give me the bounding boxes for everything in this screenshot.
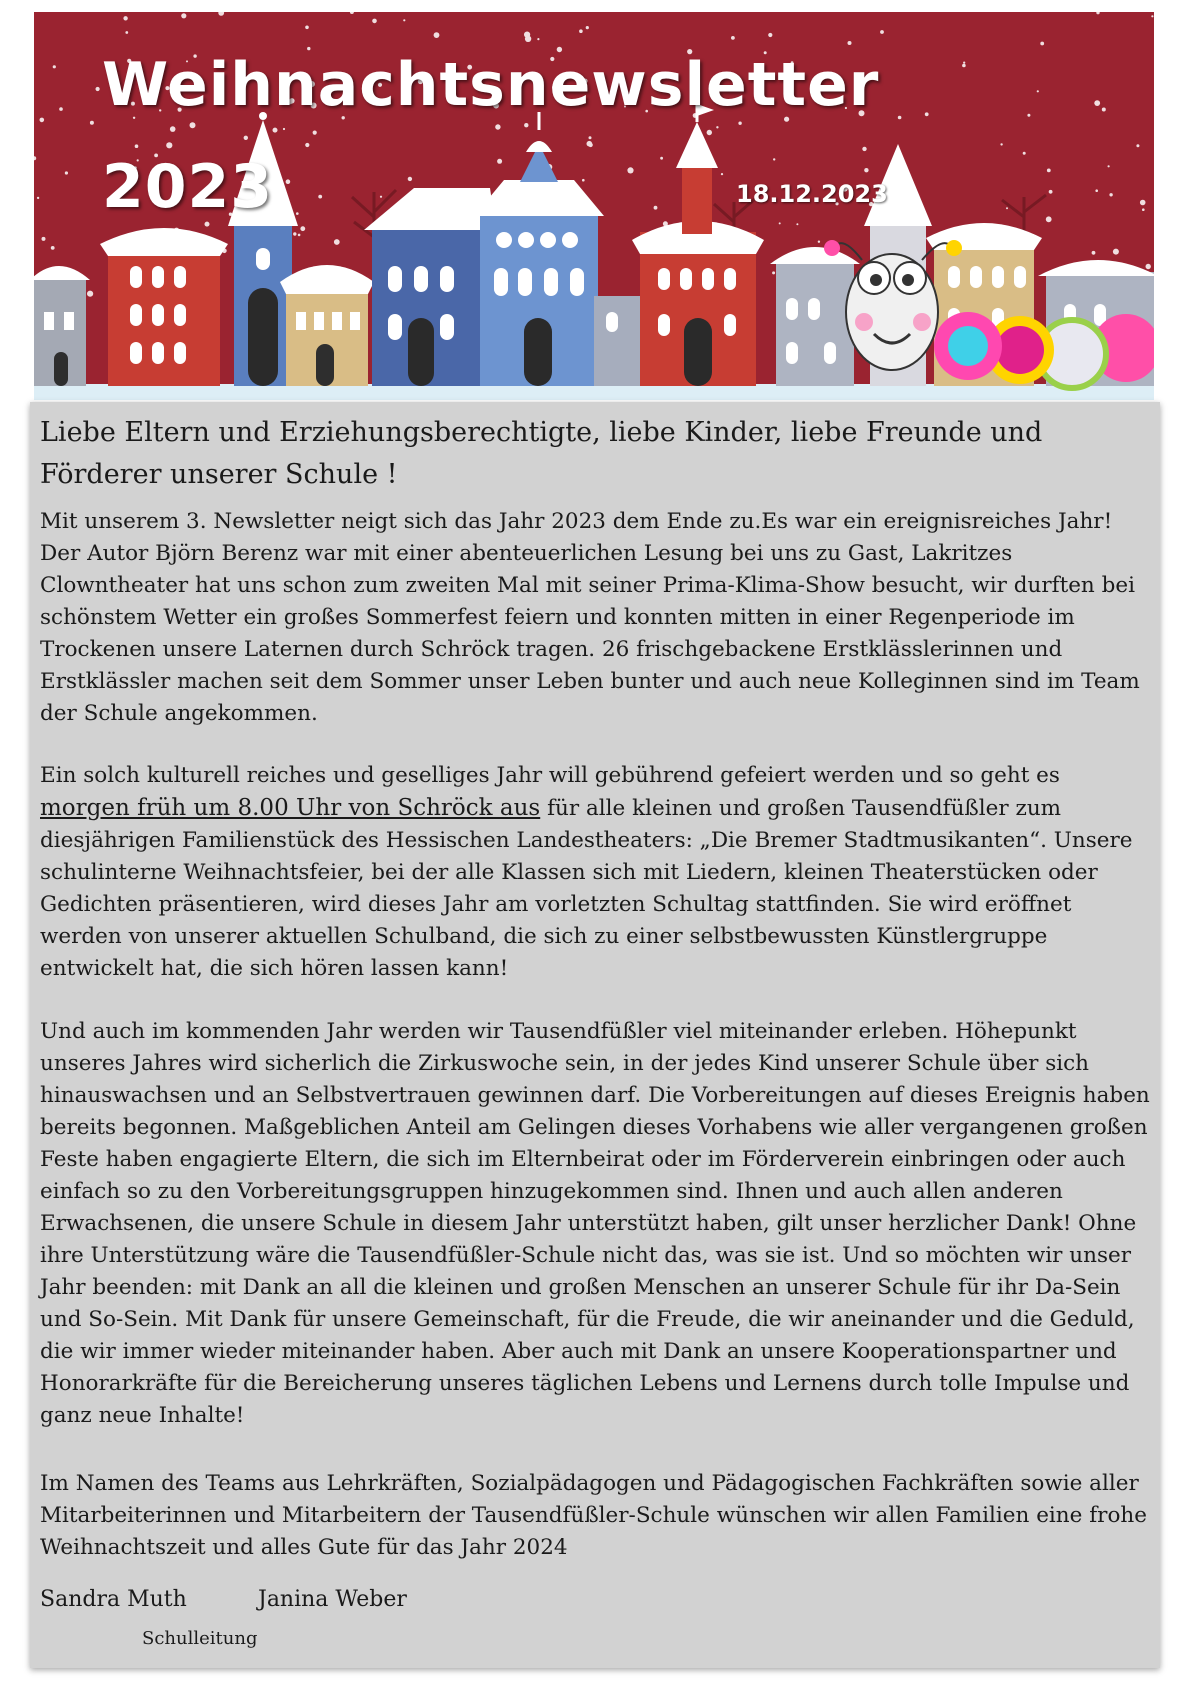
snowflake: [296, 212, 299, 215]
snowflake: [1023, 152, 1026, 155]
paragraph-outlook-thanks: Und auch im kommenden Jahr werden wir Tausendfüßler viel miteinander erleben. Höhepunkt unseres Jahres wird sicherlich die Zirkuswoche sein, in der jedes Kind unserer Schule über sich hinauswachsen und an Selbstvertrauen gewinnen darf. Die Vorbereitungen auf dieses Ereignis haben bereits begonnen. Maßgeblichen Anteil am Gelingen dieses Vorhabens wie aller vergangenen großen Feste haben engagierte Eltern, die sich im Elternbeirat oder im Förderverein einbringen oder auch einfach so zu den Vorbereitungsgruppen hinzugekommen sind. Ihnen und auch allen anderen Erwachsenen, die unsere Schule in diesem Jahr unterstützt haben, gilt unser herzlicher Dank! Ohne ihre Unterstützung wäre die Tausendfüßler-Schule nicht das, was sie ist. Und so möchten wir unser Jahr beenden: mit Dank an all die kleinen und großen Menschen an unserer Schule für ihr Da-Sein und So-Sein. Mit Dank für unsere Gemeinschaft, für die Freude, die wir aneinander und die Geduld, die wir immer wieder miteinander haben. Aber auch mit Dank an unsere Kooperationspartner und Honorarkräfte für die Bereicherung unseres täglichen Lebens und Lernens durch tolle Impulse und ganz neue Inhalte!: [40, 1019, 1150, 1428]
snowflake: [1047, 169, 1051, 173]
paragraph-celebration-start: Ein solch kulturell reiches und geselliges Jahr will gebührend gefeiert werden und so geht es: [40, 763, 1060, 788]
snowflake: [582, 179, 585, 182]
snowflake: [87, 291, 93, 297]
snowflake: [707, 130, 712, 135]
snowflake: [524, 123, 528, 127]
snowflake: [962, 64, 966, 68]
newsletter-title: Weihnachtsnewsletter: [102, 50, 880, 120]
snowflake: [773, 158, 775, 160]
snowflake: [170, 126, 176, 132]
snowflake: [738, 122, 741, 125]
snowflake: [273, 128, 278, 133]
snowflake: [244, 136, 248, 140]
snowflake: [779, 222, 781, 224]
paragraph-review: Mit unserem 3. Newsletter neigt sich das Jahr 2023 dem Ende zu.Es war ein ereignisreiches Jahr! Der Autor Björn Berenz war mit einer abenteuerlichen Lesung bei uns zu Gast, Lakritzes Clowntheater hat uns schon zum zweiten Mal mit seiner Prima-Klima-Show besucht, wir durften bei schönstem Wetter ein großes Sommerfest feiern und konnten mitten in einer Regenperiode im Trockenen unsere Laternen durch Schröck tragen. 26 frischgebackene Erstklässlerinnen und Erstklässler machen seit dem Sommer unser Leben bunter und auch neue Kolleginnen sind im Team der Schule angekommen.: [40, 509, 1140, 726]
snowflake: [880, 30, 884, 34]
snowflake: [1108, 165, 1110, 167]
snowflake: [495, 124, 500, 129]
snowflake: [283, 128, 285, 130]
snowflake: [334, 239, 340, 245]
snowflake: [37, 197, 39, 199]
newsletter-date: 18.12.2023: [736, 180, 888, 208]
snowflake: [96, 87, 100, 91]
paragraph-wishes: Im Namen des Teams aus Lehrkräften, Sozialpädagogen und Pädagogischen Fachkräften sowie aller Mitarbeiterinnen und Mitarbeitern der Tausendfüßler-Schule wünschen wir allen Familien eine frohe Weihnachtszeit und alles Gute für das Jahr 2024: [40, 1471, 1147, 1560]
header-banner: [34, 12, 1154, 400]
snowflake: [53, 65, 56, 68]
snowflake: [1109, 193, 1112, 196]
snowflake: [51, 246, 55, 250]
snowflake: [1095, 189, 1098, 192]
snowflake: [190, 122, 196, 128]
snowflake: [1006, 207, 1008, 209]
theater-departure-highlight: morgen früh um 8.00 Uhr von Schröck aus: [40, 795, 541, 821]
snowflake: [380, 196, 382, 198]
snowflake: [59, 107, 63, 111]
snowflake: [1113, 249, 1119, 255]
snowflake: [1040, 42, 1044, 46]
snowflake: [864, 168, 868, 172]
snowflake: [305, 26, 309, 30]
snowflake: [40, 118, 45, 123]
snowflake: [318, 195, 322, 199]
snowflake: [205, 222, 210, 227]
snowflake: [524, 32, 530, 38]
snowflake: [434, 32, 440, 38]
snowflake: [963, 62, 965, 64]
paragraph-celebration: [40, 760, 1150, 985]
snowflake: [796, 223, 798, 225]
snowflake: [166, 142, 172, 148]
snowflake: [305, 143, 309, 147]
snowflake: [293, 232, 296, 235]
snowflake: [408, 177, 412, 181]
signature-name-2: Janina Weber: [258, 1587, 407, 1612]
snowflake: [1136, 144, 1139, 147]
snowflake: [300, 226, 305, 231]
snowflake: [716, 126, 718, 128]
snowflake: [497, 159, 502, 164]
snowflake: [898, 116, 902, 120]
snowflake: [537, 38, 539, 40]
snowflake: [925, 112, 929, 116]
paragraph-celebration-end: für alle kleinen und großen Tausendfüßler zum diesjährigen Familienstück des Hessischen Landestheaters: „Die Bremer Stadtmusikanten“. Unsere schulinterne Weihnachtsfeier, bei der alle Klassen sich mit Liedern, kleinen Theaterstücken oder Gedichten präsentieren, wird dieses Jahr am vorletzten Schultag stattfinden. Sie wird eröffnet werden von unserer aktuellen Schulband, die sich zu einer selbstbewussten Künstlergruppe entwickelt hat, die sich hören lassen kann!: [40, 796, 1133, 981]
snowflake: [1142, 208, 1145, 211]
snowflake: [1037, 90, 1039, 92]
snowflake: [218, 12, 224, 16]
snowflake: [286, 179, 291, 184]
snowflake: [1146, 264, 1151, 269]
snowflake: [298, 234, 301, 237]
snowflake: [1092, 251, 1096, 255]
snowflake: [772, 271, 775, 274]
snowflake: [65, 171, 68, 174]
snowflake: [403, 19, 405, 21]
snowflake: [350, 12, 354, 14]
snowflake: [1049, 190, 1053, 194]
snowflake: [90, 121, 94, 125]
snowflake: [579, 29, 583, 33]
snowflake: [1096, 12, 1099, 14]
snowflake: [1027, 114, 1030, 117]
snowflake: [654, 206, 658, 210]
snowflake: [862, 147, 866, 151]
snowflake: [123, 16, 127, 20]
snowflake: [818, 241, 820, 243]
snowflake: [1000, 143, 1002, 145]
snowflake: [586, 26, 589, 29]
snowflake: [848, 41, 852, 45]
snowflake: [731, 36, 735, 40]
letter-body: [30, 402, 1160, 1668]
snowflake: [135, 144, 139, 148]
greeting-heading: Liebe Eltern und Erziehungsberechtigte, liebe Kinder, liebe Freunde und Förderer unserer Schule !: [40, 417, 1043, 490]
snowflake: [589, 136, 592, 139]
snowflake: [181, 13, 186, 18]
snowflake: [1140, 200, 1146, 206]
signature-name-1: Sandra Muth: [40, 1587, 187, 1612]
snowflake: [660, 157, 663, 160]
newsletter-year: 2023: [102, 152, 273, 222]
snowflake: [1102, 108, 1106, 112]
snowflake: [125, 31, 128, 34]
signature-role: Schulleitung: [142, 1628, 258, 1649]
snowflake: [627, 167, 633, 173]
snowflake: [42, 237, 46, 241]
snowflake: [1151, 15, 1153, 17]
snowflake: [721, 173, 723, 175]
snowflake: [372, 19, 377, 24]
snowflake: [313, 131, 317, 135]
snowflake: [1046, 216, 1052, 222]
snowflake: [768, 33, 772, 37]
snowflake: [588, 143, 592, 147]
snowflake: [1094, 100, 1100, 106]
snowflake: [34, 156, 36, 160]
